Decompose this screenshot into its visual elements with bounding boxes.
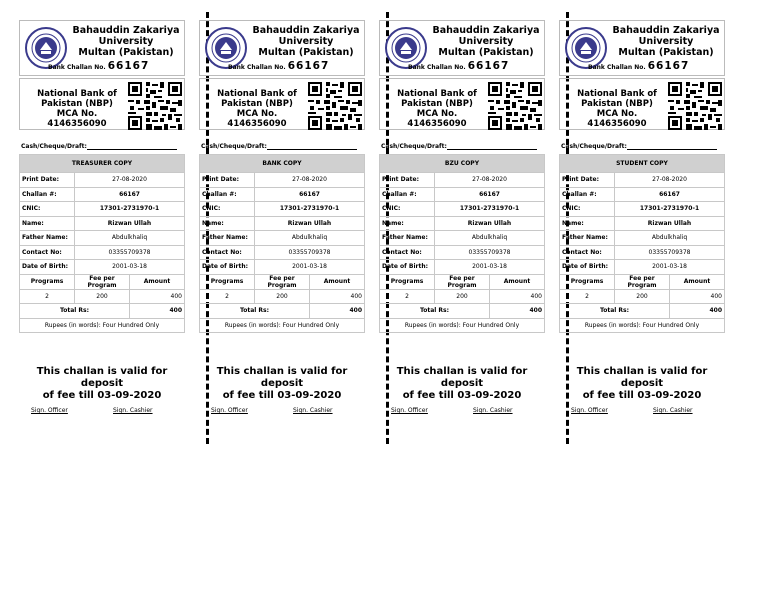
table-row xyxy=(380,187,545,202)
bank-challan-value: 66167 xyxy=(107,60,150,72)
cnic-value: 17301-2731970-1 xyxy=(435,202,545,217)
dob-value: 2001-03-18 xyxy=(75,260,185,275)
cnic-value: 17301-2731970-1 xyxy=(615,202,725,217)
cnic-label: CNIC: xyxy=(380,202,435,217)
amount-value: 400 xyxy=(490,289,545,304)
copy-title: BZU COPY xyxy=(380,155,545,173)
table-row xyxy=(20,216,185,231)
table-row xyxy=(200,260,365,275)
father-name-value: Abdulkhaliq xyxy=(75,231,185,246)
total-row xyxy=(380,304,545,319)
copy-title-row xyxy=(380,155,545,173)
bank-box xyxy=(559,78,725,130)
table-row xyxy=(560,173,725,188)
cnic-value: 17301-2731970-1 xyxy=(75,202,185,217)
amount-header: Amount xyxy=(310,274,365,289)
sign-cashier: Sign. Cashier xyxy=(473,407,513,414)
table-row xyxy=(560,231,725,246)
table-row xyxy=(20,187,185,202)
name-value: Rizwan Ullah xyxy=(75,216,185,231)
contact-label: Contact No: xyxy=(20,245,75,260)
cash-cheque-draft xyxy=(201,143,357,150)
table-row xyxy=(560,202,725,217)
fee-row xyxy=(20,289,185,304)
words-row xyxy=(380,318,545,333)
university-line: University xyxy=(278,36,334,47)
print-date-label: Print Date: xyxy=(200,173,255,188)
sign-cashier: Sign. Cashier xyxy=(653,407,693,414)
fee-header: Fee per Program xyxy=(75,274,130,289)
cash-label: Cash/Cheque/Draft: xyxy=(381,143,447,150)
table-row xyxy=(200,216,365,231)
qr-code-icon xyxy=(668,82,722,130)
table-row xyxy=(560,187,725,202)
total-value: 400 xyxy=(310,304,365,319)
total-label: Total Rs: xyxy=(200,304,310,319)
table-row xyxy=(200,202,365,217)
copy-title-row xyxy=(200,155,365,173)
contact-label: Contact No: xyxy=(380,245,435,260)
print-date-label: Print Date: xyxy=(560,173,615,188)
fee-header: Fee per Program xyxy=(255,274,310,289)
cnic-value: 17301-2731970-1 xyxy=(255,202,365,217)
amount-in-words: Rupees (in words): Four Hundred Only xyxy=(20,318,185,333)
fee-header-row xyxy=(200,274,365,289)
university-line: Bahauddin Zakariya xyxy=(612,25,720,36)
table-row xyxy=(200,187,365,202)
cash-cheque-draft xyxy=(21,143,177,150)
sign-officer: Sign. Officer xyxy=(391,407,428,414)
words-row xyxy=(20,318,185,333)
bank-line: 4146356090 xyxy=(227,119,287,129)
bank-box xyxy=(19,78,185,130)
bank-details xyxy=(382,89,492,129)
table-row xyxy=(20,260,185,275)
fee-header-row xyxy=(560,274,725,289)
sign-officer: Sign. Officer xyxy=(31,407,68,414)
print-date-value: 27-08-2020 xyxy=(435,173,545,188)
father-name-label: Father Name: xyxy=(380,231,435,246)
dob-label: Date of Birth: xyxy=(380,260,435,275)
words-row xyxy=(200,318,365,333)
fee-value: 200 xyxy=(615,289,670,304)
qr-code-icon xyxy=(128,82,182,130)
copy-title: STUDENT COPY xyxy=(560,155,725,173)
bank-line: Pakistan (NBP) xyxy=(41,99,113,109)
programs-value: 2 xyxy=(380,289,435,304)
contact-value: 03355709378 xyxy=(615,245,725,260)
university-line: Bahauddin Zakariya xyxy=(72,25,180,36)
dob-value: 2001-03-18 xyxy=(615,260,725,275)
bank-challan-label: Bank Challan No. xyxy=(588,64,646,71)
fee-row xyxy=(380,289,545,304)
table-row xyxy=(20,231,185,246)
validity-line: of fee till 03-09-2020 xyxy=(582,390,702,401)
challan-label: Challan #: xyxy=(200,187,255,202)
father-name-label: Father Name: xyxy=(20,231,75,246)
copy-title: BANK COPY xyxy=(200,155,365,173)
total-value: 400 xyxy=(490,304,545,319)
contact-value: 03355709378 xyxy=(435,245,545,260)
table-row xyxy=(200,245,365,260)
challan-table xyxy=(559,154,725,333)
bank-line: 4146356090 xyxy=(47,119,107,129)
validity-notice xyxy=(199,366,365,402)
cash-label: Cash/Cheque/Draft: xyxy=(561,143,627,150)
cnic-label: CNIC: xyxy=(20,202,75,217)
bank-line: 4146356090 xyxy=(587,119,647,129)
bank-line: MCA No. xyxy=(596,109,638,119)
bank-box xyxy=(379,78,545,130)
total-label: Total Rs: xyxy=(20,304,130,319)
challan-copy xyxy=(559,20,725,430)
bank-challan-label: Bank Challan No. xyxy=(408,64,466,71)
print-date-value: 27-08-2020 xyxy=(255,173,365,188)
contact-value: 03355709378 xyxy=(75,245,185,260)
challan-label: Challan #: xyxy=(20,187,75,202)
table-row xyxy=(380,231,545,246)
university-line: Multan (Pakistan) xyxy=(618,47,714,58)
validity-notice xyxy=(559,366,725,402)
print-date-label: Print Date: xyxy=(380,173,435,188)
table-row xyxy=(200,173,365,188)
name-label: Name: xyxy=(560,216,615,231)
challan-table xyxy=(19,154,185,333)
fee-header-row xyxy=(20,274,185,289)
university-name xyxy=(428,25,544,58)
amount-in-words: Rupees (in words): Four Hundred Only xyxy=(380,318,545,333)
university-line: Bahauddin Zakariya xyxy=(252,25,360,36)
header-box xyxy=(19,20,185,76)
contact-value: 03355709378 xyxy=(255,245,365,260)
challan-copy xyxy=(379,20,545,430)
bank-line: 4146356090 xyxy=(407,119,467,129)
dob-value: 2001-03-18 xyxy=(255,260,365,275)
programs-header: Programs xyxy=(380,274,435,289)
bank-challan-value: 66167 xyxy=(287,60,330,72)
university-line: Multan (Pakistan) xyxy=(438,47,534,58)
table-row xyxy=(560,216,725,231)
cash-line xyxy=(447,149,537,150)
amount-value: 400 xyxy=(670,289,725,304)
programs-value: 2 xyxy=(200,289,255,304)
father-name-value: Abdulkhaliq xyxy=(615,231,725,246)
print-date-label: Print Date: xyxy=(20,173,75,188)
amount-in-words: Rupees (in words): Four Hundred Only xyxy=(560,318,725,333)
cash-line xyxy=(87,149,177,150)
name-value: Rizwan Ullah xyxy=(255,216,365,231)
total-value: 400 xyxy=(670,304,725,319)
cash-label: Cash/Cheque/Draft: xyxy=(201,143,267,150)
amount-value: 400 xyxy=(130,289,185,304)
validity-notice xyxy=(379,366,545,402)
total-row xyxy=(200,304,365,319)
bank-challan-value: 66167 xyxy=(467,60,510,72)
total-label: Total Rs: xyxy=(560,304,670,319)
dob-label: Date of Birth: xyxy=(560,260,615,275)
header-box xyxy=(199,20,365,76)
sign-cashier: Sign. Cashier xyxy=(113,407,153,414)
contact-label: Contact No: xyxy=(560,245,615,260)
dob-value: 2001-03-18 xyxy=(435,260,545,275)
challan-label: Challan #: xyxy=(560,187,615,202)
fee-header: Fee per Program xyxy=(615,274,670,289)
university-line: University xyxy=(638,36,694,47)
table-row xyxy=(200,231,365,246)
bank-challan-number xyxy=(588,60,728,72)
university-line: University xyxy=(458,36,514,47)
total-row xyxy=(20,304,185,319)
validity-line: of fee till 03-09-2020 xyxy=(402,390,522,401)
total-label: Total Rs: xyxy=(380,304,490,319)
validity-line: This challan is valid for deposit xyxy=(576,366,708,389)
table-row xyxy=(380,202,545,217)
amount-header: Amount xyxy=(490,274,545,289)
name-value: Rizwan Ullah xyxy=(435,216,545,231)
father-name-label: Father Name: xyxy=(200,231,255,246)
sign-cashier: Sign. Cashier xyxy=(293,407,333,414)
table-row xyxy=(20,245,185,260)
header-box xyxy=(559,20,725,76)
validity-line: This challan is valid for deposit xyxy=(36,366,168,389)
university-name xyxy=(248,25,364,58)
cash-cheque-draft xyxy=(561,143,717,150)
validity-notice xyxy=(19,366,185,402)
cash-line xyxy=(267,149,357,150)
table-row xyxy=(380,173,545,188)
copy-title-row xyxy=(20,155,185,173)
bank-challan-label: Bank Challan No. xyxy=(48,64,106,71)
bank-details xyxy=(202,89,312,129)
fee-value: 200 xyxy=(435,289,490,304)
bank-challan-number xyxy=(48,60,188,72)
table-row xyxy=(560,260,725,275)
university-line: Multan (Pakistan) xyxy=(258,47,354,58)
challan-value: 66167 xyxy=(435,187,545,202)
table-row xyxy=(20,173,185,188)
challan-table xyxy=(199,154,365,333)
dob-label: Date of Birth: xyxy=(20,260,75,275)
challan-label: Challan #: xyxy=(380,187,435,202)
cash-cheque-draft xyxy=(381,143,537,150)
sign-officer: Sign. Officer xyxy=(571,407,608,414)
amount-header: Amount xyxy=(670,274,725,289)
cnic-label: CNIC: xyxy=(200,202,255,217)
header-box xyxy=(379,20,545,76)
validity-line: of fee till 03-09-2020 xyxy=(42,390,162,401)
challan-value: 66167 xyxy=(615,187,725,202)
copy-title: TREASURER COPY xyxy=(20,155,185,173)
challan-value: 66167 xyxy=(255,187,365,202)
university-name xyxy=(608,25,724,58)
father-name-label: Father Name: xyxy=(560,231,615,246)
bank-challan-number xyxy=(228,60,368,72)
bank-line: Pakistan (NBP) xyxy=(401,99,473,109)
bank-line: MCA No. xyxy=(236,109,278,119)
cash-label: Cash/Cheque/Draft: xyxy=(21,143,87,150)
amount-in-words: Rupees (in words): Four Hundred Only xyxy=(200,318,365,333)
bank-line: Pakistan (NBP) xyxy=(221,99,293,109)
amount-header: Amount xyxy=(130,274,185,289)
name-label: Name: xyxy=(380,216,435,231)
copy-title-row xyxy=(560,155,725,173)
validity-line: This challan is valid for deposit xyxy=(396,366,528,389)
fee-row xyxy=(560,289,725,304)
table-row xyxy=(380,245,545,260)
dob-label: Date of Birth: xyxy=(200,260,255,275)
table-row xyxy=(560,245,725,260)
bank-challan-label: Bank Challan No. xyxy=(228,64,286,71)
amount-value: 400 xyxy=(310,289,365,304)
challan-copy xyxy=(199,20,365,430)
name-label: Name: xyxy=(20,216,75,231)
qr-code-icon xyxy=(488,82,542,130)
print-date-value: 27-08-2020 xyxy=(615,173,725,188)
cnic-label: CNIC: xyxy=(560,202,615,217)
university-line: Multan (Pakistan) xyxy=(78,47,174,58)
fee-row xyxy=(200,289,365,304)
university-line: University xyxy=(98,36,154,47)
bank-challan-value: 66167 xyxy=(647,60,690,72)
name-label: Name: xyxy=(200,216,255,231)
challan-value: 66167 xyxy=(75,187,185,202)
programs-value: 2 xyxy=(560,289,615,304)
fee-value: 200 xyxy=(75,289,130,304)
bank-box xyxy=(199,78,365,130)
programs-header: Programs xyxy=(560,274,615,289)
father-name-value: Abdulkhaliq xyxy=(255,231,365,246)
validity-line: of fee till 03-09-2020 xyxy=(222,390,342,401)
bank-line: Pakistan (NBP) xyxy=(581,99,653,109)
fee-header-row xyxy=(380,274,545,289)
table-row xyxy=(20,202,185,217)
qr-code-icon xyxy=(308,82,362,130)
fee-header: Fee per Program xyxy=(435,274,490,289)
fee-value: 200 xyxy=(255,289,310,304)
programs-value: 2 xyxy=(20,289,75,304)
cash-line xyxy=(627,149,717,150)
contact-label: Contact No: xyxy=(200,245,255,260)
challan-copy xyxy=(19,20,185,430)
name-value: Rizwan Ullah xyxy=(615,216,725,231)
university-line: Bahauddin Zakariya xyxy=(432,25,540,36)
words-row xyxy=(560,318,725,333)
bank-line: National Bank of xyxy=(217,89,297,99)
bank-line: National Bank of xyxy=(397,89,477,99)
university-name xyxy=(68,25,184,58)
table-row xyxy=(380,216,545,231)
bank-details xyxy=(562,89,672,129)
table-row xyxy=(380,260,545,275)
bank-details xyxy=(22,89,132,129)
bank-line: National Bank of xyxy=(577,89,657,99)
father-name-value: Abdulkhaliq xyxy=(435,231,545,246)
validity-line: This challan is valid for deposit xyxy=(216,366,348,389)
bank-line: MCA No. xyxy=(56,109,98,119)
total-value: 400 xyxy=(130,304,185,319)
print-date-value: 27-08-2020 xyxy=(75,173,185,188)
programs-header: Programs xyxy=(20,274,75,289)
programs-header: Programs xyxy=(200,274,255,289)
challan-table xyxy=(379,154,545,333)
bank-line: National Bank of xyxy=(37,89,117,99)
total-row xyxy=(560,304,725,319)
sign-officer: Sign. Officer xyxy=(211,407,248,414)
bank-challan-number xyxy=(408,60,548,72)
bank-line: MCA No. xyxy=(416,109,458,119)
